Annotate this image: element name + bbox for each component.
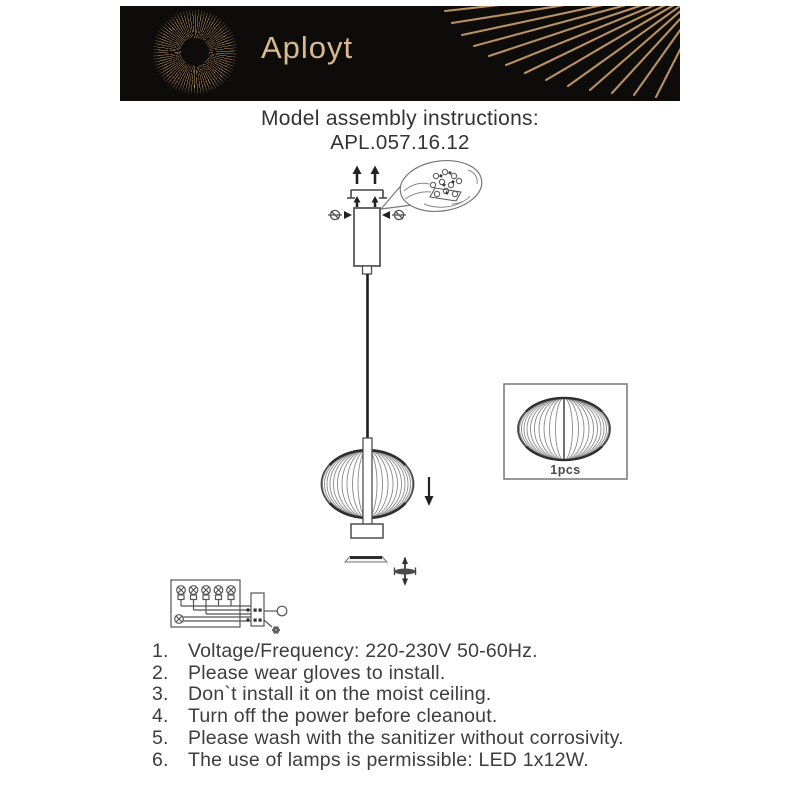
ceiling-bracket-drawing	[347, 166, 387, 208]
model-code: APL.057.16.12	[330, 131, 470, 154]
parts-quantity-label: 1pcs	[550, 463, 581, 477]
list-item	[152, 750, 712, 772]
lamp-base-housing	[351, 524, 383, 538]
down-arrow-icon	[425, 477, 434, 506]
list-item-text: Turn off the power before cleanout.	[188, 705, 498, 728]
list-item-text: Please wear gloves to install.	[188, 661, 446, 684]
callout-balloon	[381, 156, 485, 217]
list-item	[152, 684, 712, 706]
brand-name: Aployt	[261, 30, 354, 65]
list-item	[152, 663, 712, 685]
list-item-number: 4.	[152, 705, 169, 728]
pendant-shade-drawing	[322, 438, 414, 538]
instruction-list	[152, 641, 712, 771]
center-rod	[363, 438, 372, 526]
page-title: Model assembly instructions:	[260, 107, 539, 130]
list-item-text: Voltage/Frequency: 220-230V 50-60Hz.	[188, 640, 538, 662]
wire-connector-symbol	[277, 606, 287, 616]
list-item-number: 2.	[152, 661, 169, 684]
list-item	[152, 706, 712, 728]
ceiling-canopy-drawing	[354, 208, 380, 438]
list-item-text: Don`t install it on the moist ceiling.	[188, 683, 492, 706]
list-item-number: 6.	[152, 748, 169, 771]
twisted-wires-symbol	[273, 626, 280, 633]
list-item-number: 3.	[152, 683, 169, 706]
list-item-number: 1.	[152, 640, 169, 662]
terminal-block	[246, 593, 264, 626]
list-item-text: The use of lamps is permissible: LED 1x12W.	[188, 748, 589, 771]
list-item-text: Please wash with the sanitizer without corrosivity.	[188, 726, 624, 749]
diffuser-and-screw-drawing	[345, 557, 416, 587]
wiring-diagram	[171, 580, 287, 634]
list-item-number: 5.	[152, 726, 169, 749]
lamp-symbols	[177, 586, 236, 600]
list-item	[152, 728, 712, 750]
list-item	[152, 641, 712, 663]
